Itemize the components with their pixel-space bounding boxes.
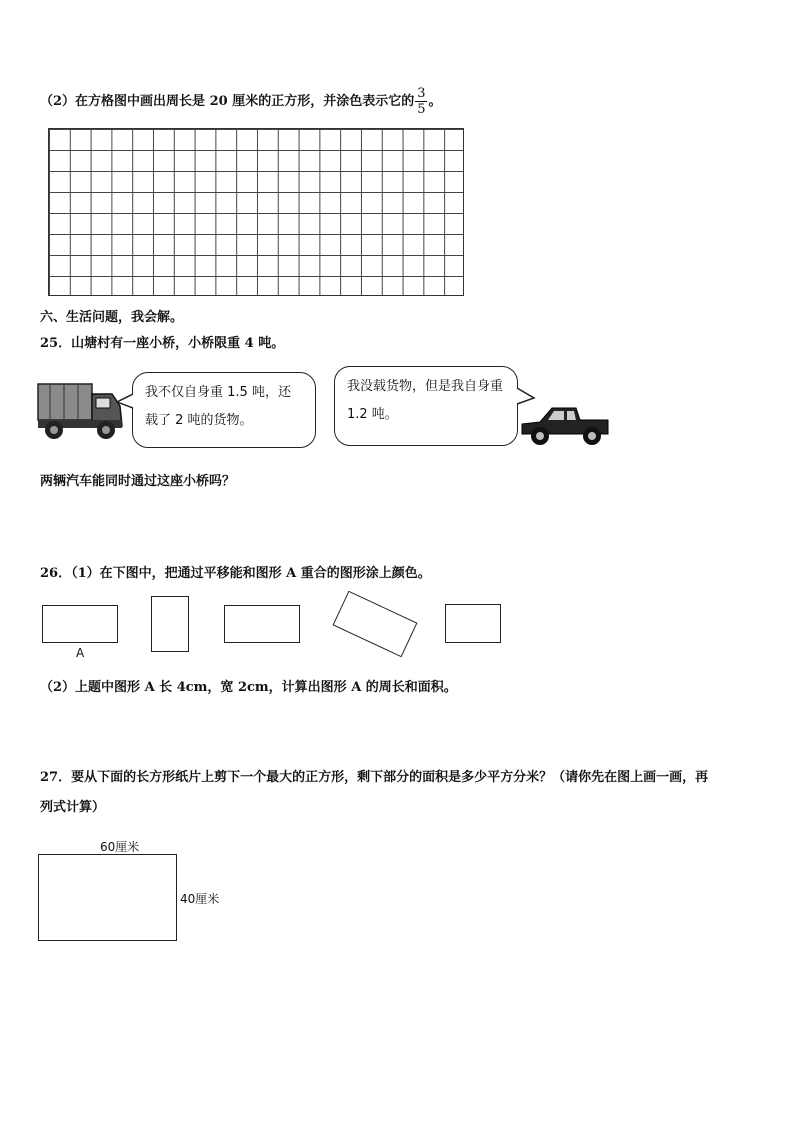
- shape-vertical-rectangle[interactable]: [151, 596, 189, 652]
- q24-part2-suffix: 。: [428, 94, 442, 109]
- square-grid[interactable]: [48, 128, 464, 296]
- pickup-car-icon: [518, 398, 612, 448]
- shape-a-label: A: [76, 646, 85, 660]
- bubble-car-text: 我没载货物，但是我自身重 1.2 吨。: [347, 379, 504, 422]
- q25-title: 25．山塘村有一座小桥，小桥限重 4 吨。: [40, 336, 285, 351]
- fraction-three-fifths: [415, 86, 427, 117]
- shape-horizontal-rectangle[interactable]: [224, 605, 300, 643]
- q26-part2: （2）上题中图形 A 长 4cm，宽 2cm，计算出图形 A 的周长和面积。: [40, 680, 457, 695]
- shape-rotated-rectangle[interactable]: [333, 591, 418, 658]
- shape-small-rectangle[interactable]: [445, 604, 501, 643]
- q25-question: 两辆汽车能同时通过这座小桥吗？: [40, 474, 236, 489]
- rect-height-label: 40厘米: [180, 892, 220, 906]
- speech-bubble-car: [334, 366, 518, 446]
- q26-part1: 26．（1）在下图中，把通过平移能和图形 A 重合的图形涂上颜色。: [40, 566, 431, 581]
- q27-line2: 列式计算）: [40, 800, 106, 815]
- rect-width-label: 60厘米: [100, 840, 140, 854]
- paper-rectangle[interactable]: [38, 854, 177, 941]
- bubble-tail-left: [116, 392, 136, 412]
- speech-bubble-truck: [132, 372, 316, 448]
- fraction-numerator: 3: [417, 86, 426, 101]
- q27-line1: 27．要从下面的长方形纸片上剪下一个最大的正方形，剩下部分的面积是多少平方分米？（请你先在图上画一画，再: [40, 770, 709, 785]
- section6-title: 六、生活问题，我会解。: [40, 310, 184, 325]
- bubble-truck-text: 我不仅自身重 1.5 吨，还载了 2 吨的货物。: [145, 385, 291, 428]
- q24-part2-text: [40, 86, 442, 117]
- fraction-denominator: 5: [417, 102, 426, 117]
- q24-part2-prefix: （2）在方格图中画出周长是 20 厘米的正方形，并涂色表示它的: [40, 94, 415, 109]
- shape-a-rectangle[interactable]: [42, 605, 118, 643]
